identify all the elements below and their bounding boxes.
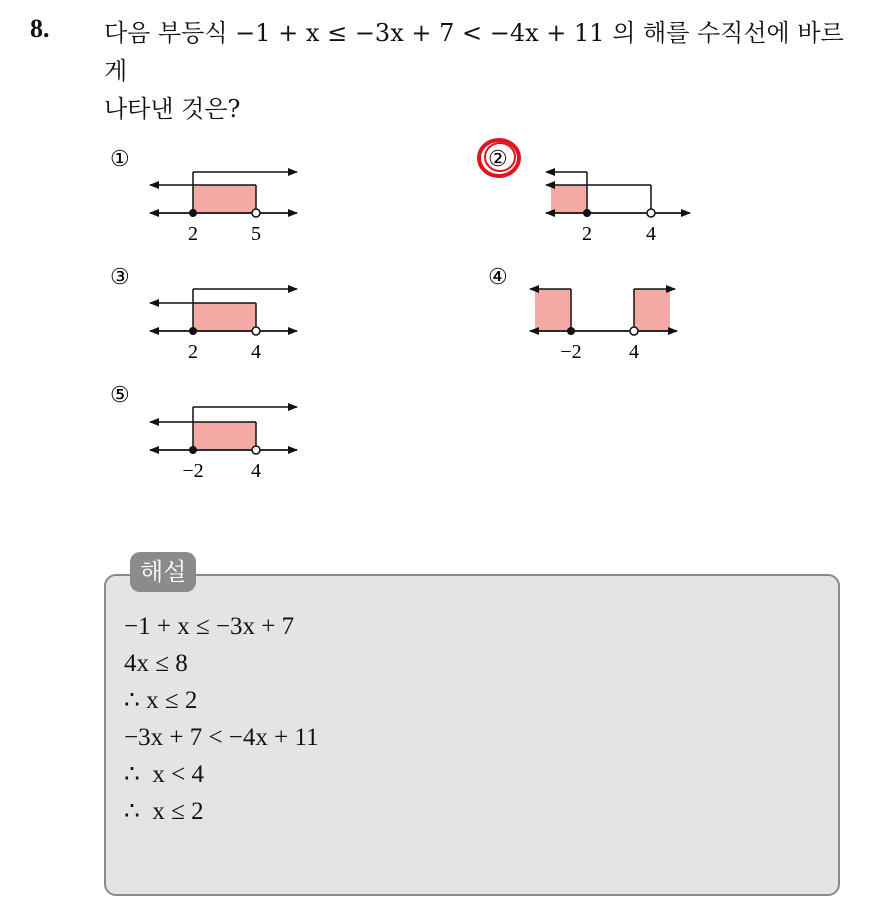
- option-4-label: ④: [488, 264, 508, 289]
- option-3-tick-right: 4: [251, 341, 261, 363]
- explanation-line-2: 4x ≤ 8: [124, 650, 188, 677]
- explanation-line-3: ∴ x ≤ 2: [124, 687, 198, 714]
- question-line-2: 나타낸 것은?: [104, 95, 241, 123]
- option-2[interactable]: [479, 140, 690, 245]
- option-5-shaded-region: [193, 422, 256, 450]
- option-4[interactable]: [488, 264, 677, 363]
- option-4-open-point: [630, 327, 638, 335]
- option-3[interactable]: [110, 264, 297, 363]
- option-4-tick-left: −2: [560, 341, 582, 363]
- question-line-1: 다음 부등식 −1 + x ≤ −3x + 7 < −4x + 11 의 해를 수직선에 바르게: [104, 19, 844, 85]
- option-5-open-point: [252, 446, 260, 454]
- explanation-tag: 해설: [130, 552, 196, 592]
- option-5-tick-left: −2: [182, 460, 204, 482]
- option-4-tick-right: 4: [629, 341, 639, 363]
- option-1-tick-right: 5: [251, 223, 261, 245]
- option-4-shaded-region-left: [535, 289, 571, 331]
- question-number: 8.: [30, 14, 50, 43]
- option-2-open-point: [647, 209, 655, 217]
- option-3-shaded-region: [193, 303, 256, 331]
- option-5-tick-right: 4: [251, 460, 261, 482]
- option-2-shaded-region: [551, 185, 587, 213]
- explanation-line-1: −1 + x ≤ −3x + 7: [124, 613, 295, 640]
- option-3-tick-left: 2: [188, 341, 198, 363]
- explanation-line-4: −3x + 7 < −4x + 11: [124, 724, 319, 751]
- option-1-open-point: [252, 209, 260, 217]
- option-3-open-point: [252, 327, 260, 335]
- explanation-lines: [124, 608, 319, 830]
- explanation-line-6: ∴ x ≤ 2: [124, 798, 204, 825]
- option-1-tick-left: 2: [188, 223, 198, 245]
- explanation-line-5: ∴ x < 4: [124, 761, 205, 788]
- option-1-closed-point: [189, 209, 197, 217]
- option-5-label: ⑤: [110, 382, 130, 407]
- option-2-label: ②: [488, 146, 508, 171]
- option-1-shaded-region: [193, 185, 256, 213]
- option-4-shaded-region-right: [634, 289, 670, 331]
- option-5[interactable]: [110, 382, 297, 482]
- option-2-closed-point: [583, 209, 591, 217]
- option-3-label: ③: [110, 264, 130, 289]
- option-1-label: ①: [110, 146, 130, 171]
- option-4-closed-point: [567, 327, 575, 335]
- option-2-tick-left: 2: [582, 223, 592, 245]
- option-5-closed-point: [189, 446, 197, 454]
- option-3-closed-point: [189, 327, 197, 335]
- option-1[interactable]: [110, 146, 297, 245]
- option-2-tick-right: 4: [646, 223, 656, 245]
